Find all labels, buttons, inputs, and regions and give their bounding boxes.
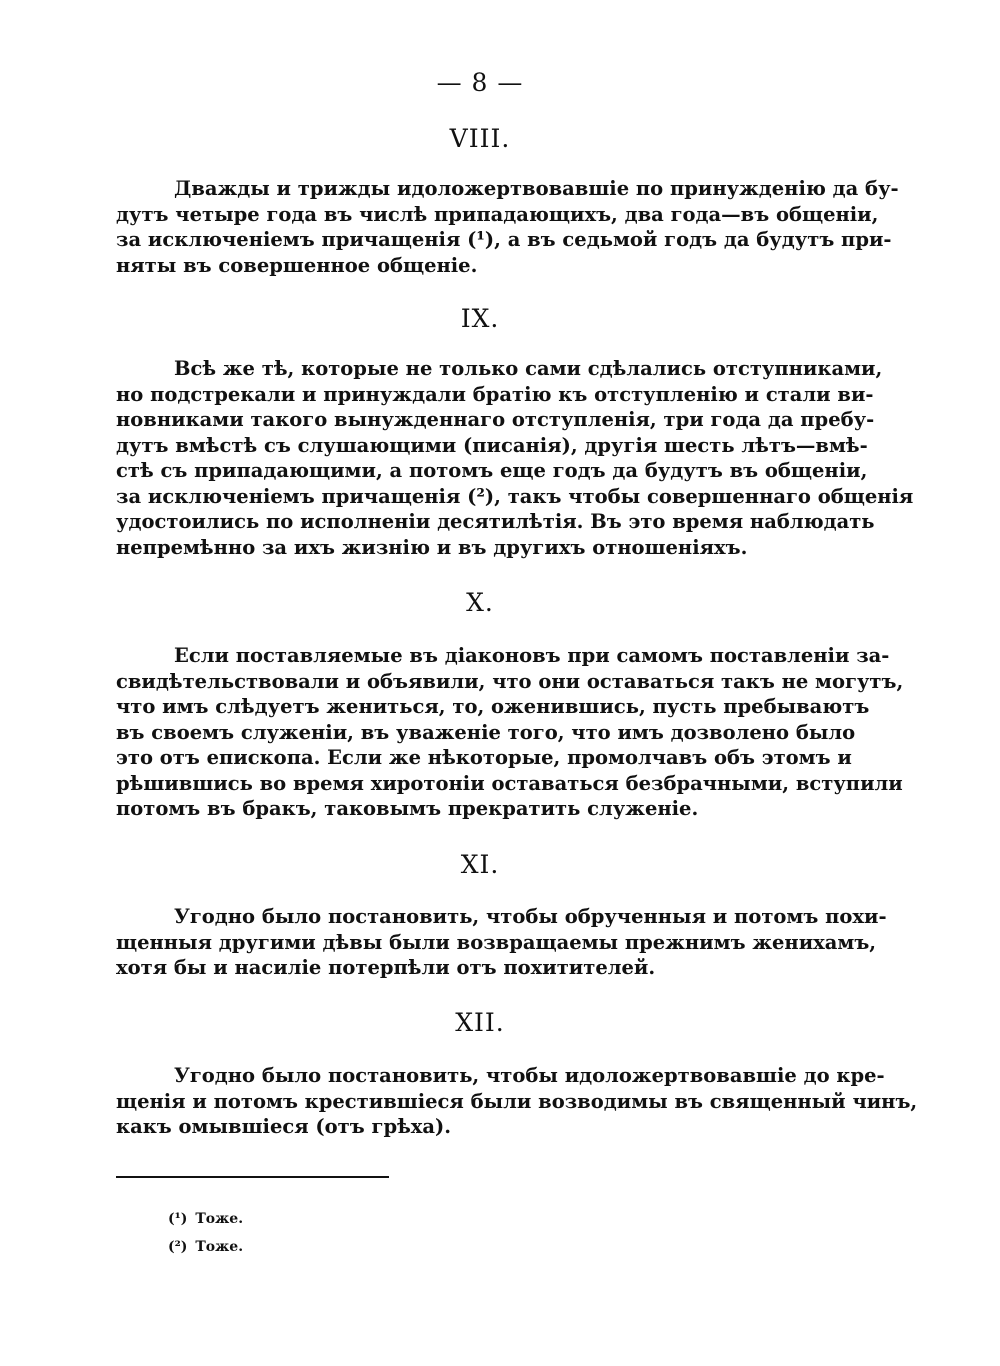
paragraph-line: новниками такого вынужденнаго отступленія, три года да пребу- [116,408,875,431]
paragraph-line: за исключеніемъ причащенія (¹), а въ седьмой годъ да будутъ при- [116,228,892,251]
paragraph-line: Если поставляемые въ діаконовъ при самомъ поставленіи за- [174,644,890,667]
paragraph-line: за исключеніемъ причащенія (²), такъ чтобы совершеннаго общенія [116,484,914,508]
paragraph-line: дутъ вмѣстѣ съ слушающими (писанія), другія шесть лѣтъ—вмѣ- [116,433,868,457]
paragraph-line: хотя бы и насиліе потерпѣли отъ похитителей. [116,956,656,979]
paragraph-line: рѣшившись во время хиротоніи оставаться безбрачными, вступили [116,771,903,795]
paragraph-line: Всѣ же тѣ, которые не только сами сдѣлались отступниками, [174,357,883,380]
section-heading-viii: VIII. [449,124,511,153]
footnote-mark: (²) [168,1239,188,1255]
footnote-mark: (¹) [168,1211,188,1227]
section-heading-xii: XII. [455,1008,505,1037]
section-paragraph-ix [116,356,914,560]
paragraph-line: Угодно было постановить, чтобы обрученныя и потомъ похи- [174,905,887,928]
footnote-1 [168,1210,243,1228]
footnote-text: Тоже. [195,1239,244,1255]
section-paragraph-viii [116,176,899,278]
paragraph-line: Дважды и трижды идоложертвовавшіе по принужденію да бу- [174,177,899,200]
section-paragraph-xii [116,1063,918,1140]
paragraph-line: дутъ четыре года въ числѣ припадающихъ, два года—въ общеніи, [116,202,879,226]
page-number: — 8 — [436,68,524,97]
section-heading-x: X. [466,588,494,617]
paragraph-line: это отъ епископа. Если же нѣкоторые, промолчавъ объ этомъ и [116,746,852,769]
paragraph-line: какъ омывшіеся (отъ грѣха). [116,1115,452,1138]
paragraph-line: свидѣтельствовали и объявили, что они оставаться такъ не могутъ, [116,669,904,693]
paragraph-line: щенныя другими дѣвы были возвращаемы прежнимъ женихамъ, [116,930,877,954]
paragraph-line: удостоились по исполненіи десятилѣтія. Въ это время наблюдать [116,510,875,533]
paragraph-line: потомъ въ бракъ, таковымъ прекратить служеніе. [116,797,699,820]
section-heading-ix: IX. [460,304,500,333]
paragraph-line: но подстрекали и принуждали братію къ отступленію и стали ви- [116,382,874,406]
footnote-2 [168,1238,243,1256]
paragraph-line: стѣ съ припадающими, а потомъ еще годъ да будутъ въ общеніи, [116,459,868,482]
paragraph-line: щенія и потомъ крестившіеся были возводимы въ священный чинъ, [116,1089,918,1113]
footnote-text: Тоже. [195,1211,244,1227]
footnote-divider [116,1176,389,1178]
paragraph-line: няты въ совершенное общеніе. [116,253,478,277]
paragraph-line: непремѣнно за ихъ жизнію и въ другихъ отношеніяхъ. [116,535,748,559]
paragraph-line: что имъ слѣдуетъ жениться, то, оженившись, пусть пребываютъ [116,695,870,718]
paragraph-line: Угодно было постановить, чтобы идоложертвовавшіе до кре- [174,1064,885,1087]
section-paragraph-x [116,643,904,822]
paragraph-line: въ своемъ служеніи, въ уваженіе того, что имъ дозволено было [116,720,856,744]
section-heading-xi: XI. [460,850,500,879]
section-paragraph-xi [116,904,887,981]
